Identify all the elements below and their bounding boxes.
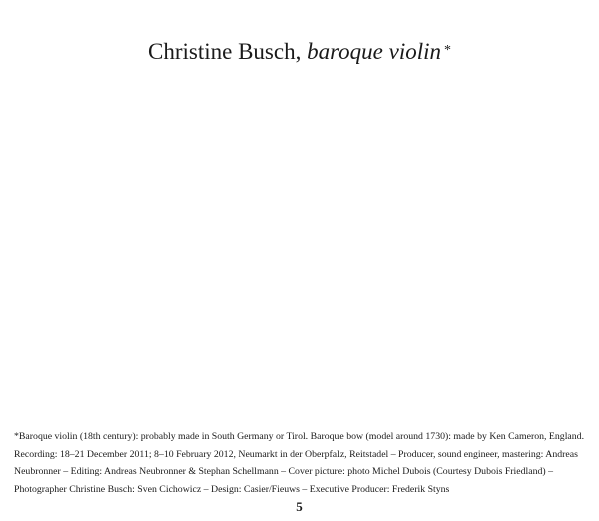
page-number: 5 (296, 499, 303, 514)
instrument-label: baroque violin (307, 39, 442, 64)
footnote-marker: * (444, 43, 452, 58)
footnote-line: *Baroque violin (18th century): probably made in South Germany or Tirol. Baroque bow (model around 1730): made by Ken Cameron, England. (14, 431, 585, 442)
performer-heading (0, 36, 599, 67)
footnote-line: Neubronner – Editing: Andreas Neubronner & Stephan Schellmann – Cover picture: photo Michel Dubois (Courtesy Dubois Friedland) – (14, 466, 554, 477)
performer-name: Christine Busch, (147, 39, 308, 64)
footnote-line: Photographer Christine Busch: Sven Cichowicz – Design: Casier/Fieuws – Executive Producer: Frederik Styns (14, 483, 450, 495)
instrument-footnote (14, 428, 592, 498)
footnote-line: Recording: 18–21 December 2011; 8–10 February 2012, Neumarkt in der Oberpfalz, Reitstadel – Producer, sound engineer, mastering: Andreas (14, 448, 578, 460)
